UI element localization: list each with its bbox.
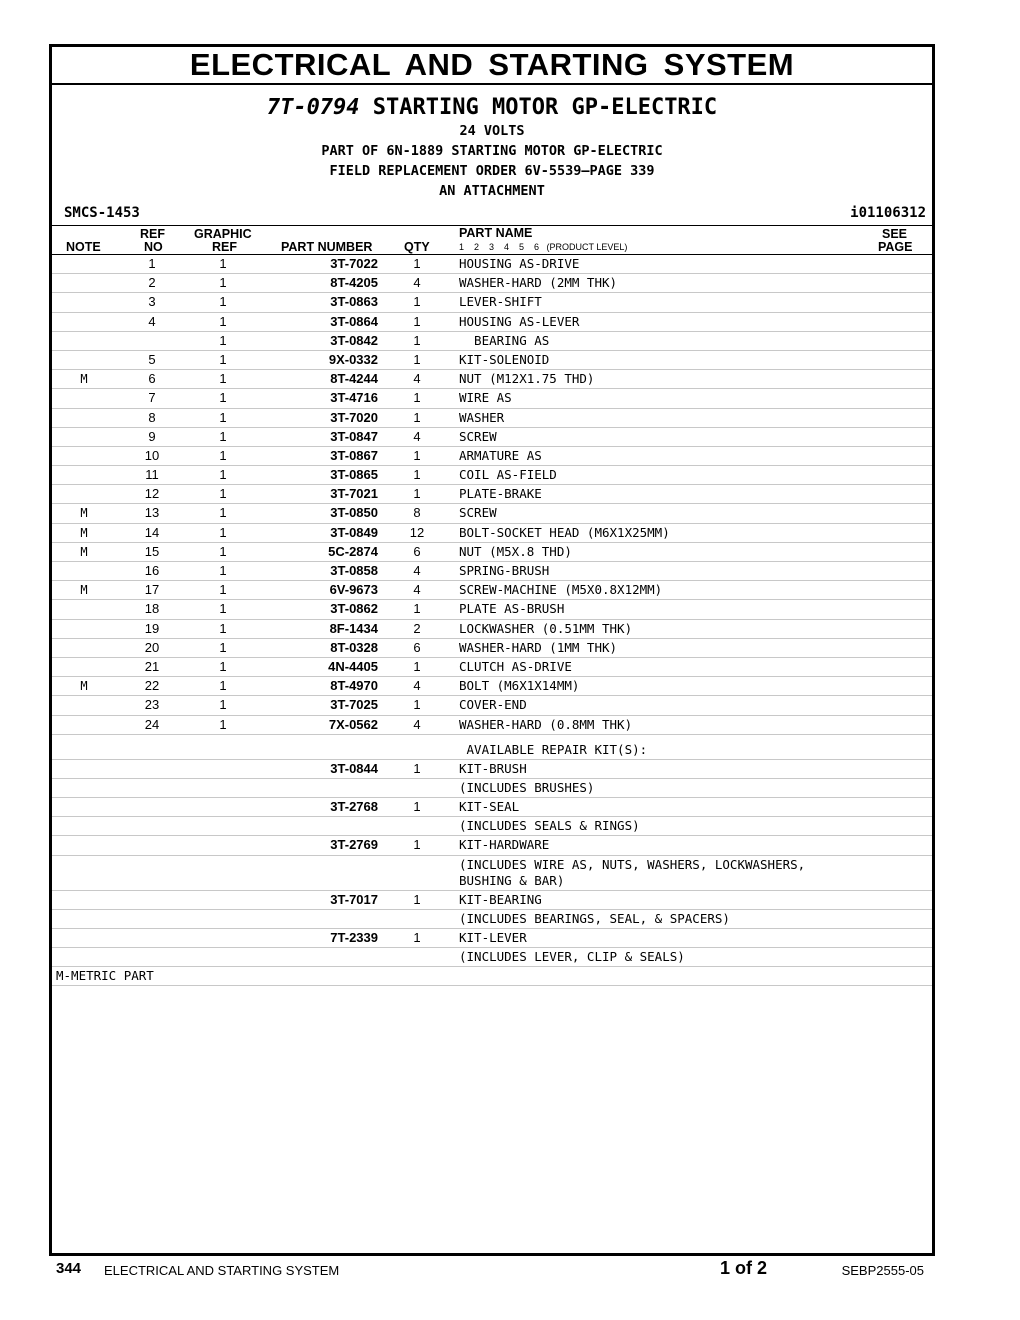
- ref-no-cell: 12: [144, 486, 160, 502]
- col-qty: QTY: [404, 240, 430, 254]
- table-row: [52, 581, 932, 600]
- col-part-name: PART NAME: [459, 226, 533, 240]
- qty-cell: 4: [413, 582, 421, 598]
- graphic-ref-cell: 1: [219, 467, 227, 483]
- graphic-ref-cell: 1: [219, 678, 227, 694]
- smcs-bar: [52, 201, 932, 226]
- qty-cell: 12: [409, 524, 425, 540]
- graphic-ref-cell: 1: [219, 313, 227, 329]
- repair-kit-row: [52, 817, 932, 836]
- part-number-cell: 3T-0867: [330, 447, 378, 463]
- graphic-ref-cell: 1: [219, 447, 227, 463]
- table-row: [52, 447, 932, 466]
- graphic-ref-cell: 1: [219, 256, 227, 271]
- part-name-cell: BOLT-SOCKET HEAD (M6X1X25MM): [459, 524, 670, 540]
- table-row: [52, 600, 932, 619]
- part-name-cell: WASHER-HARD (0.8MM THK): [459, 716, 633, 732]
- part-name-cell: SCREW-MACHINE (M5X0.8X12MM): [459, 582, 663, 598]
- part-number-cell: 8T-4205: [330, 275, 378, 291]
- col-note: NOTE: [66, 240, 101, 254]
- part-number-cell: 3T-0863: [330, 294, 378, 310]
- ref-no-cell: 10: [144, 447, 160, 463]
- ref-no-cell: 14: [144, 524, 160, 540]
- repair-kit-list: [52, 760, 932, 968]
- part-name-cell: CLUTCH AS-DRIVE: [459, 658, 572, 674]
- part-name-cell: KIT-BRUSH: [459, 760, 527, 776]
- parts-list: [52, 255, 932, 735]
- metric-footnote: M-METRIC PART: [52, 967, 932, 986]
- table-row: [52, 504, 932, 523]
- ref-no-cell: 3: [148, 294, 156, 310]
- ref-no-cell: 7: [148, 390, 156, 406]
- graphic-ref-cell: 1: [219, 716, 227, 732]
- part-name-cell: (INCLUDES BEARINGS, SEAL, & SPACERS): [459, 910, 730, 926]
- note-cell: M: [80, 544, 88, 559]
- ref-no-cell: 15: [144, 543, 160, 559]
- ref-no-cell: 1: [148, 256, 156, 271]
- table-row: [52, 313, 932, 332]
- heading-field-replacement: FIELD REPLACEMENT ORDER 6V-5539—PAGE 339: [329, 163, 655, 179]
- col-see-bottom: PAGE: [878, 240, 913, 254]
- part-name-cell: WASHER: [459, 409, 505, 425]
- part-name-cell: PLATE-BRAKE: [459, 486, 542, 502]
- part-number-cell: 8F-1434: [329, 620, 378, 636]
- note-cell: M: [80, 506, 88, 521]
- table-row: [52, 562, 932, 581]
- part-number-cell: 3T-2769: [330, 837, 378, 853]
- parts-page-frame: [49, 44, 935, 1256]
- footer-section: ELECTRICAL AND STARTING SYSTEM: [104, 1263, 340, 1278]
- qty-cell: 4: [413, 716, 421, 732]
- part-number-cell: 8T-0328: [330, 639, 378, 655]
- document-id: i01106312: [850, 205, 926, 221]
- table-row: [52, 274, 932, 293]
- ref-no-cell: 20: [144, 639, 160, 655]
- part-number-cell: 9X-0332: [328, 351, 378, 367]
- graphic-ref-cell: 1: [219, 351, 227, 367]
- graphic-ref-cell: 1: [219, 486, 227, 502]
- qty-cell: 4: [413, 428, 421, 444]
- part-number-cell: 3T-0844: [330, 760, 378, 776]
- col-part-number: PART NUMBER: [281, 240, 373, 254]
- qty-cell: 1: [413, 256, 421, 271]
- table-row: [52, 485, 932, 504]
- qty-cell: 1: [413, 351, 421, 367]
- part-name-cell: COVER-END: [459, 697, 527, 713]
- part-number-cell: 3T-4716: [330, 390, 378, 406]
- repair-heading-row: [52, 735, 932, 760]
- part-name-cell: (INCLUDES LEVER, CLIP & SEALS): [459, 949, 685, 965]
- ref-no-cell: 5: [148, 351, 156, 367]
- group-part-code: 7T-0794: [266, 95, 360, 120]
- ref-no-cell: 18: [144, 601, 160, 617]
- table-row: [52, 658, 932, 677]
- ref-no-cell: 16: [144, 563, 160, 578]
- group-title: [52, 95, 932, 121]
- part-number-cell: 3T-0864: [330, 313, 378, 329]
- graphic-ref-cell: 1: [219, 658, 227, 674]
- ref-no-cell: 24: [144, 716, 160, 732]
- table-row: [52, 409, 932, 428]
- table-row: [52, 351, 932, 370]
- part-name-cell: LOCKWASHER (0.51MM THK): [459, 620, 633, 636]
- table-row: [52, 255, 932, 274]
- qty-cell: 1: [413, 601, 421, 617]
- table-row: [52, 332, 932, 351]
- part-number-cell: 4N-4405: [328, 658, 378, 674]
- qty-cell: 1: [413, 799, 421, 815]
- part-name-cell: PLATE AS-BRUSH: [459, 601, 565, 617]
- part-name-cell: (INCLUDES WIRE AS, NUTS, WASHERS, LOCKWASHERS, BUSHING & BAR): [459, 856, 806, 888]
- ref-no-cell: 9: [148, 428, 156, 444]
- graphic-ref-cell: 1: [219, 620, 227, 636]
- publication-number: SEBP2555-05: [841, 1263, 924, 1278]
- part-number-cell: 3T-0858: [330, 563, 378, 578]
- table-row: [52, 639, 932, 658]
- part-number-cell: 3T-7021: [330, 486, 378, 502]
- qty-cell: 4: [413, 275, 421, 291]
- part-name-cell: KIT-SOLENOID: [459, 351, 550, 367]
- graphic-ref-cell: 1: [219, 275, 227, 291]
- graphic-ref-cell: 1: [219, 582, 227, 598]
- part-name-cell: BEARING AS: [459, 332, 550, 348]
- col-ref-bottom: NO: [144, 240, 163, 254]
- part-name-cell: NUT (M5X.8 THD): [459, 543, 572, 559]
- table-row: [52, 543, 932, 562]
- table-row: [52, 696, 932, 715]
- qty-cell: 1: [413, 658, 421, 674]
- qty-cell: 1: [413, 409, 421, 425]
- part-number-cell: 6V-9673: [329, 582, 378, 598]
- graphic-ref-cell: 1: [219, 543, 227, 559]
- heading-part-of: PART OF 6N-1889 STARTING MOTOR GP-ELECTRIC: [321, 143, 663, 159]
- table-row: [52, 428, 932, 447]
- table-row: [52, 716, 932, 735]
- part-name-cell: WASHER-HARD (1MM THK): [459, 639, 618, 655]
- ref-no-cell: 11: [145, 467, 159, 483]
- note-cell: M: [80, 583, 88, 598]
- repair-kit-row: [52, 910, 932, 929]
- part-name-cell: HOUSING AS-DRIVE: [459, 256, 580, 271]
- part-number-cell: 3T-0849: [330, 524, 378, 540]
- part-number-cell: 3T-0850: [330, 505, 378, 521]
- graphic-ref-cell: 1: [219, 505, 227, 521]
- graphic-ref-cell: 1: [219, 409, 227, 425]
- ref-no-cell: 8: [148, 409, 156, 425]
- graphic-ref-cell: 1: [219, 371, 227, 387]
- ref-no-cell: 23: [144, 697, 160, 713]
- ref-no-cell: 17: [144, 582, 160, 598]
- qty-cell: 1: [413, 294, 421, 310]
- repair-kits-heading: AVAILABLE REPAIR KIT(S):: [459, 741, 648, 757]
- part-name-cell: LEVER-SHIFT: [459, 294, 542, 310]
- note-cell: M: [80, 679, 88, 694]
- qty-cell: 6: [413, 543, 421, 559]
- ref-no-cell: 6: [148, 371, 156, 387]
- part-number-cell: 3T-2768: [330, 799, 378, 815]
- note-cell: M: [80, 525, 88, 540]
- part-name-cell: KIT-BEARING: [459, 891, 542, 907]
- ref-no-cell: 22: [144, 678, 160, 694]
- qty-cell: 6: [413, 639, 421, 655]
- part-number-cell: 3T-0862: [330, 601, 378, 617]
- col-graphic-bottom: REF: [212, 240, 237, 254]
- ref-no-cell: 21: [144, 658, 160, 674]
- part-name-cell: WASHER-HARD (2MM THK): [459, 275, 618, 291]
- ref-no-cell: 2: [148, 275, 156, 291]
- graphic-ref-cell: 1: [219, 697, 227, 713]
- qty-cell: 1: [413, 891, 421, 907]
- heading-attachment: AN ATTACHMENT: [439, 183, 545, 199]
- repair-kit-row: [52, 760, 932, 779]
- page-footer: [56, 1258, 926, 1282]
- note-cell: M: [80, 372, 88, 387]
- qty-cell: 1: [413, 930, 421, 945]
- part-name-cell: SCREW: [459, 428, 497, 444]
- col-product-level: 1 2 3 4 5 6 (PRODUCT LEVEL): [459, 242, 628, 252]
- part-name-cell: HOUSING AS-LEVER: [459, 313, 580, 329]
- part-number-cell: 7T-2339: [330, 930, 378, 945]
- graphic-ref-cell: 1: [219, 332, 227, 348]
- part-name-cell: BOLT (M6X1X14MM): [459, 678, 580, 694]
- part-number-cell: 3T-0842: [330, 332, 378, 348]
- qty-cell: 4: [413, 678, 421, 694]
- qty-cell: 1: [413, 467, 421, 483]
- table-row: [52, 524, 932, 543]
- part-number-cell: 3T-7025: [330, 697, 378, 713]
- group-part-name: STARTING MOTOR GP-ELECTRIC: [372, 95, 718, 120]
- column-headers: [52, 226, 932, 255]
- part-name-cell: ARMATURE AS: [459, 447, 542, 463]
- part-number-cell: 8T-4970: [330, 678, 378, 694]
- table-row: [52, 370, 932, 389]
- repair-kit-row: [52, 948, 932, 967]
- part-number-cell: 3T-7017: [330, 891, 378, 907]
- ref-no-cell: 4: [148, 313, 156, 329]
- graphic-ref-cell: 1: [219, 524, 227, 540]
- qty-cell: 1: [413, 447, 421, 463]
- repair-kit-row: [52, 779, 932, 798]
- table-row: [52, 466, 932, 485]
- part-name-cell: (INCLUDES SEALS & RINGS): [459, 818, 640, 834]
- qty-cell: 1: [413, 486, 421, 502]
- qty-cell: 1: [413, 837, 421, 853]
- qty-cell: 1: [413, 313, 421, 329]
- graphic-ref-cell: 1: [219, 563, 227, 578]
- qty-cell: 1: [413, 760, 421, 776]
- part-number-cell: 3T-7020: [330, 409, 378, 425]
- repair-kit-row: [52, 891, 932, 910]
- qty-cell: 1: [413, 332, 421, 348]
- graphic-ref-cell: 1: [219, 601, 227, 617]
- qty-cell: 4: [413, 563, 421, 578]
- qty-cell: 8: [413, 505, 421, 521]
- part-name-cell: WIRE AS: [459, 390, 512, 406]
- part-number-cell: 3T-0865: [330, 467, 378, 483]
- qty-cell: 4: [413, 371, 421, 387]
- col-see-top: SEE: [882, 227, 908, 241]
- part-name-cell: KIT-LEVER: [459, 930, 527, 945]
- part-number-cell: 8T-4244: [330, 371, 378, 387]
- page-number: 344: [56, 1260, 82, 1277]
- repair-kit-row: [52, 856, 932, 891]
- repair-kit-row: [52, 798, 932, 817]
- part-name-cell: KIT-SEAL: [459, 799, 520, 815]
- repair-kit-row: [52, 836, 932, 855]
- part-name-cell: NUT (M12X1.75 THD): [459, 371, 595, 387]
- graphic-ref-cell: 1: [219, 294, 227, 310]
- ref-no-cell: 19: [144, 620, 160, 636]
- part-number-cell: 3T-7022: [330, 256, 378, 271]
- table-row: [52, 620, 932, 639]
- part-name-cell: (INCLUDES BRUSHES): [459, 779, 595, 795]
- qty-cell: 2: [413, 620, 421, 636]
- repair-kit-row: [52, 929, 932, 948]
- ref-no-cell: 13: [144, 505, 160, 521]
- graphic-ref-cell: 1: [219, 390, 227, 406]
- table-row: [52, 293, 932, 312]
- col-ref-top: REF: [140, 227, 165, 241]
- qty-cell: 1: [413, 390, 421, 406]
- part-name-cell: SPRING-BRUSH: [459, 563, 550, 578]
- smcs-code: SMCS-1453: [64, 205, 140, 221]
- page-of: 1 of 2: [720, 1258, 768, 1278]
- part-name-cell: SCREW: [459, 505, 497, 521]
- graphic-ref-cell: 1: [219, 428, 227, 444]
- part-number-cell: 7X-0562: [328, 716, 378, 732]
- table-row: [52, 677, 932, 696]
- part-number-cell: 3T-0847: [330, 428, 378, 444]
- part-name-cell: KIT-HARDWARE: [459, 837, 550, 853]
- part-number-cell: 5C-2874: [328, 543, 378, 559]
- qty-cell: 1: [413, 697, 421, 713]
- col-graphic-top: GRAPHIC: [194, 227, 252, 241]
- heading-voltage: 24 VOLTS: [459, 123, 525, 139]
- graphic-ref-cell: 1: [219, 639, 227, 655]
- part-name-cell: COIL AS-FIELD: [459, 467, 557, 483]
- table-row: [52, 389, 932, 408]
- section-title: ELECTRICAL AND STARTING SYSTEM: [52, 47, 932, 85]
